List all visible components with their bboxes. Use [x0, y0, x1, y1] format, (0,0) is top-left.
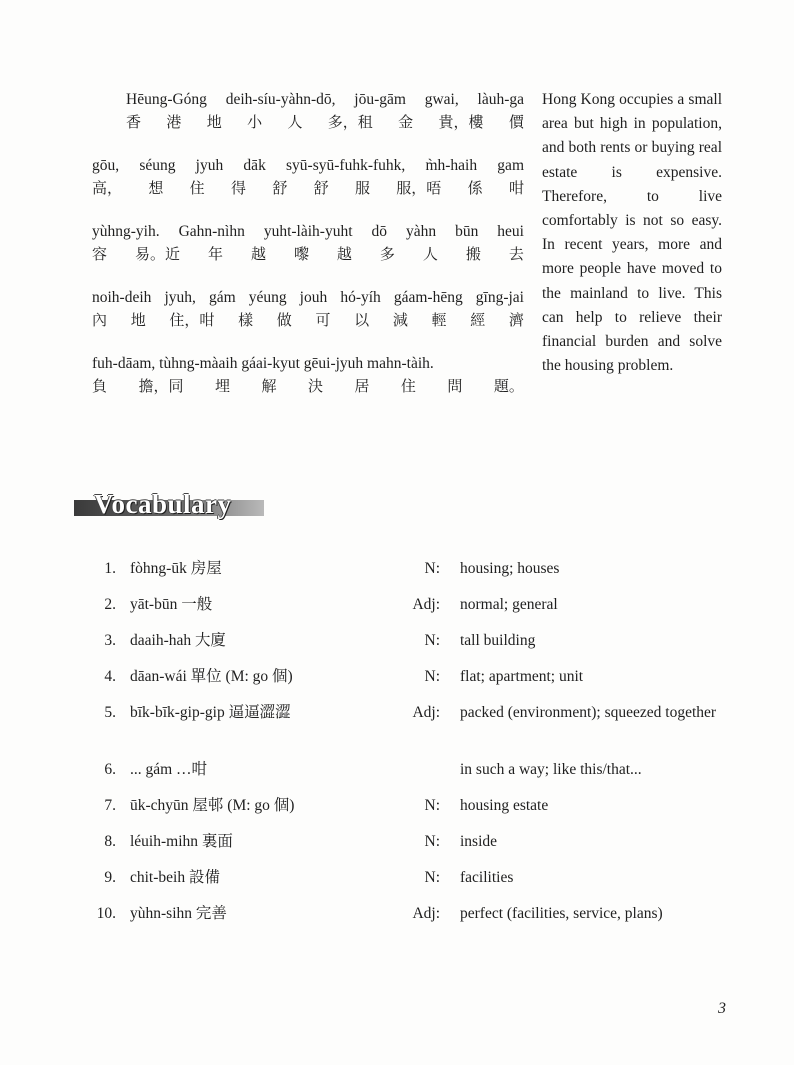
passage-line [92, 354, 524, 414]
page-number: 3 [718, 1000, 726, 1017]
item-number: 10. [96, 905, 116, 922]
part-of-speech: N: [424, 632, 440, 649]
english-translation: Hong Kong occupies a small area but high in population, and both rents or buying real estate is expensive. Therefore, to live comfortably is not so easy. In recent years, more and more people have moved to the mainland to live. This can help to relieve their financial burden and solve the housing problem. [542, 91, 722, 375]
definition: normal; general [460, 596, 558, 613]
definition: housing; houses [460, 560, 560, 577]
part-of-speech: Adj: [412, 905, 440, 922]
vocabulary-term: yùhn-sihn 完善 [130, 905, 227, 922]
definition: in such a way; like this/that... [460, 761, 642, 778]
definition: packed (environment); squeezed together [460, 704, 717, 721]
vocabulary-item [0, 558, 794, 594]
part-of-speech: Adj: [412, 704, 440, 721]
vocabulary-item [0, 630, 794, 666]
part-of-speech: N: [424, 833, 440, 850]
passage-line [92, 156, 524, 222]
part-of-speech: N: [424, 797, 440, 814]
jyutping-line: Hēung-Góng deih-síu-yàhn-dō, jōu-gām gwai, làuh-ga [126, 91, 524, 108]
vocabulary-item [0, 666, 794, 702]
jyutping-line: fuh-dāam, tùhng-màaih gáai-kyut gēui-jyuh mahn-tàih. [92, 355, 434, 372]
item-number: 9. [104, 869, 116, 886]
vocabulary-heading: Vocabulary [94, 489, 232, 519]
jyutping-line: noih-deih jyuh, gám yéung jouh hó-yíh gáam-hēng gīng-jai [92, 289, 524, 306]
part-of-speech: N: [424, 560, 440, 577]
passage-line [92, 222, 524, 288]
vocabulary-term: léuih-mihn 裏面 [130, 833, 233, 850]
vocabulary-term: dāan-wái 單位 (M: go 個) [130, 668, 293, 685]
chinese-line: 高， 想 住 得 舒 舒 服 服，唔 係 咁 [92, 181, 524, 197]
vocabulary-term: ... gám …咁 [130, 761, 208, 778]
definition: inside [460, 833, 498, 850]
item-number: 5. [104, 704, 116, 721]
definition: tall building [460, 632, 536, 649]
item-number: 4. [104, 668, 116, 685]
item-number: 6. [104, 761, 116, 778]
passage-line [92, 90, 524, 156]
definition: flat; apartment; unit [460, 668, 584, 685]
item-number: 3. [104, 632, 116, 649]
vocabulary-item [0, 903, 794, 939]
vocabulary-term: ūk-chyūn 屋邨 (M: go 個) [130, 797, 295, 814]
definition: facilities [460, 869, 514, 886]
definition: housing estate [460, 797, 549, 814]
part-of-speech: N: [424, 668, 440, 685]
chinese-line: 容 易。近 年 越 嚟 越 多 人 搬 去 [92, 247, 524, 263]
vocabulary-term: yāt-būn 一般 [130, 596, 213, 613]
definition: perfect (facilities, service, plans) [460, 905, 663, 922]
chinese-line: 負 擔，同 埋 解 決 居 住 問 題。 [92, 379, 524, 395]
vocabulary-heading-banner [74, 489, 264, 519]
vocabulary-item [0, 702, 794, 759]
part-of-speech: Adj: [412, 596, 440, 613]
chinese-line: 香 港 地 小 人 多，租 金 貴，樓 價 [126, 115, 524, 131]
passage-line [92, 288, 524, 354]
item-number: 8. [104, 833, 116, 850]
item-number: 1. [104, 560, 116, 577]
item-number: 7. [104, 797, 116, 814]
vocabulary-item [0, 594, 794, 630]
vocabulary-item [0, 867, 794, 903]
vocabulary-item [0, 759, 794, 795]
vocabulary-term: bīk-bīk-gip-gip 逼逼澀澀 [130, 704, 291, 721]
vocabulary-term: daaih-hah 大廈 [130, 632, 226, 649]
jyutping-line: yùhng-yih. Gahn-nìhn yuht-làih-yuht dō yàhn būn heui [92, 223, 524, 240]
vocabulary-term: chit-beih 設備 [130, 869, 220, 886]
chinese-line: 內 地 住，咁 樣 做 可 以 減 輕 經 濟 [92, 313, 524, 329]
vocabulary-item [0, 795, 794, 831]
reading-passage [92, 90, 524, 414]
vocabulary-list [0, 558, 794, 939]
vocabulary-item [0, 831, 794, 867]
jyutping-line: gōu, séung jyuh dāk syū-syū-fuhk-fuhk, m̀h-haih gam [92, 157, 524, 174]
part-of-speech: N: [424, 869, 440, 886]
vocabulary-term: fòhng-ūk 房屋 [130, 560, 222, 577]
item-number: 2. [104, 596, 116, 613]
